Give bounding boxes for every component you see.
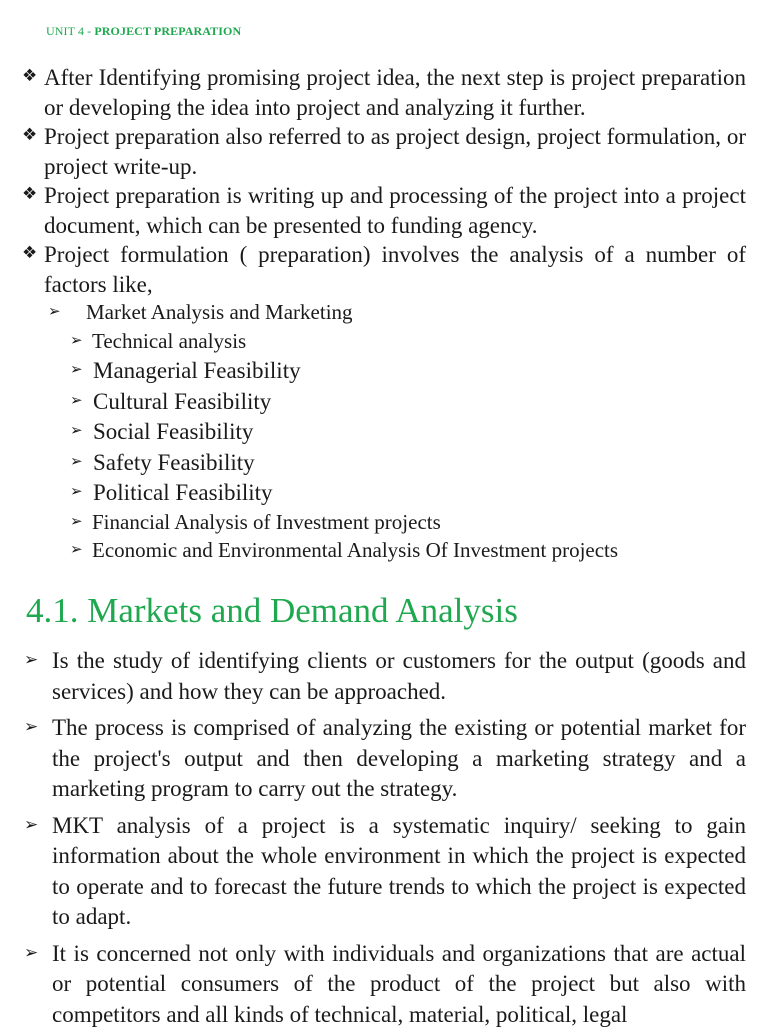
factor-text: Political Feasibility — [93, 480, 273, 505]
section-point — [24, 939, 746, 1031]
intro-point — [22, 240, 746, 299]
factor-text: Managerial Feasibility — [93, 358, 301, 383]
factor-item — [48, 297, 618, 327]
intro-point-text: Project formulation ( preparation) involves the analysis of a number of factors like, — [44, 242, 746, 297]
factor-text: Social Feasibility — [93, 419, 254, 444]
factor-text: Economic and Environmental Analysis Of Investment projects — [92, 537, 619, 562]
factor-text: Financial Analysis of Investment projects — [92, 509, 441, 534]
section-bullet-list — [24, 646, 746, 1036]
factor-item — [48, 536, 618, 564]
unit-label: UNIT 4 — [46, 24, 85, 38]
section-point-text: MKT analysis of a project is a systematic inquiry/ seeking to gain information about the whole environment in which the project is expected to operate and to forecast the future trends to which the project is expected to adapt. — [52, 812, 746, 929]
arrow-bullet-icon: ➢ — [70, 360, 83, 378]
arrow-bullet-icon: ➢ — [24, 717, 39, 737]
arrow-bullet-icon: ➢ — [70, 539, 83, 558]
arrow-bullet-icon: ➢ — [70, 390, 83, 409]
factor-text: Cultural Feasibility — [93, 388, 272, 414]
section-point-text: Is the study of identifying clients or customers for the output (goods and services) and how they can be approached. — [52, 648, 746, 704]
arrow-bullet-icon: ➢ — [24, 650, 39, 670]
section-point-text: It is concerned not only with individuals and organizations that are actual or potential consumers of the product of the project but also with competitors and all kinds of technical, material, political, legal — [52, 940, 746, 1027]
intro-point-text: Project preparation is writing up and processing of the project into a project document, which can be presented to funding agency. — [44, 183, 746, 238]
intro-point — [22, 122, 746, 181]
diamond-bullet-icon: ❖ — [22, 66, 38, 86]
section-heading: 4.1. Markets and Demand Analysis — [26, 591, 518, 630]
factor-item — [48, 508, 618, 536]
factor-item — [48, 416, 618, 447]
header-title: PROJECT PREPARATION — [94, 24, 242, 38]
arrow-bullet-icon: ➢ — [70, 421, 83, 439]
header-separator: - — [84, 24, 95, 38]
section-point-text: The process is comprised of analyzing the existing or potential market for the project's output and then developing a marketing strategy and a marketing program to carry out the strategy. — [52, 715, 746, 801]
page-header — [46, 24, 241, 39]
factor-text: Safety Feasibility — [93, 449, 255, 475]
section-point — [24, 811, 746, 933]
intro-point-text: Project preparation also referred to as project design, project formulation, or project write-up. — [44, 124, 746, 179]
arrow-bullet-icon: ➢ — [48, 302, 61, 320]
factor-text: Market Analysis and Marketing — [86, 300, 353, 324]
diamond-bullet-icon: ❖ — [22, 184, 38, 204]
arrow-bullet-icon: ➢ — [70, 511, 83, 530]
section-point — [24, 646, 746, 707]
intro-point — [22, 181, 746, 240]
diamond-bullet-icon: ❖ — [22, 125, 38, 145]
factor-item — [48, 386, 618, 417]
arrow-bullet-icon: ➢ — [70, 482, 83, 500]
intro-point — [22, 63, 746, 122]
factors-list — [48, 297, 618, 564]
section-point — [24, 713, 746, 805]
factor-item — [48, 327, 618, 355]
factor-text: Technical analysis — [92, 329, 247, 353]
factor-item — [48, 355, 618, 386]
diamond-bullet-icon: ❖ — [22, 243, 38, 263]
arrow-bullet-icon: ➢ — [70, 451, 83, 470]
intro-point-text: After Identifying promising project idea, the next step is project preparation or developing the idea into project and analyzing it further. — [44, 65, 746, 120]
arrow-bullet-icon: ➢ — [24, 942, 39, 963]
arrow-bullet-icon: ➢ — [24, 814, 39, 835]
factor-item — [48, 447, 618, 478]
arrow-bullet-icon: ➢ — [70, 331, 83, 349]
factor-item — [48, 477, 618, 508]
intro-bullet-list — [22, 63, 746, 299]
